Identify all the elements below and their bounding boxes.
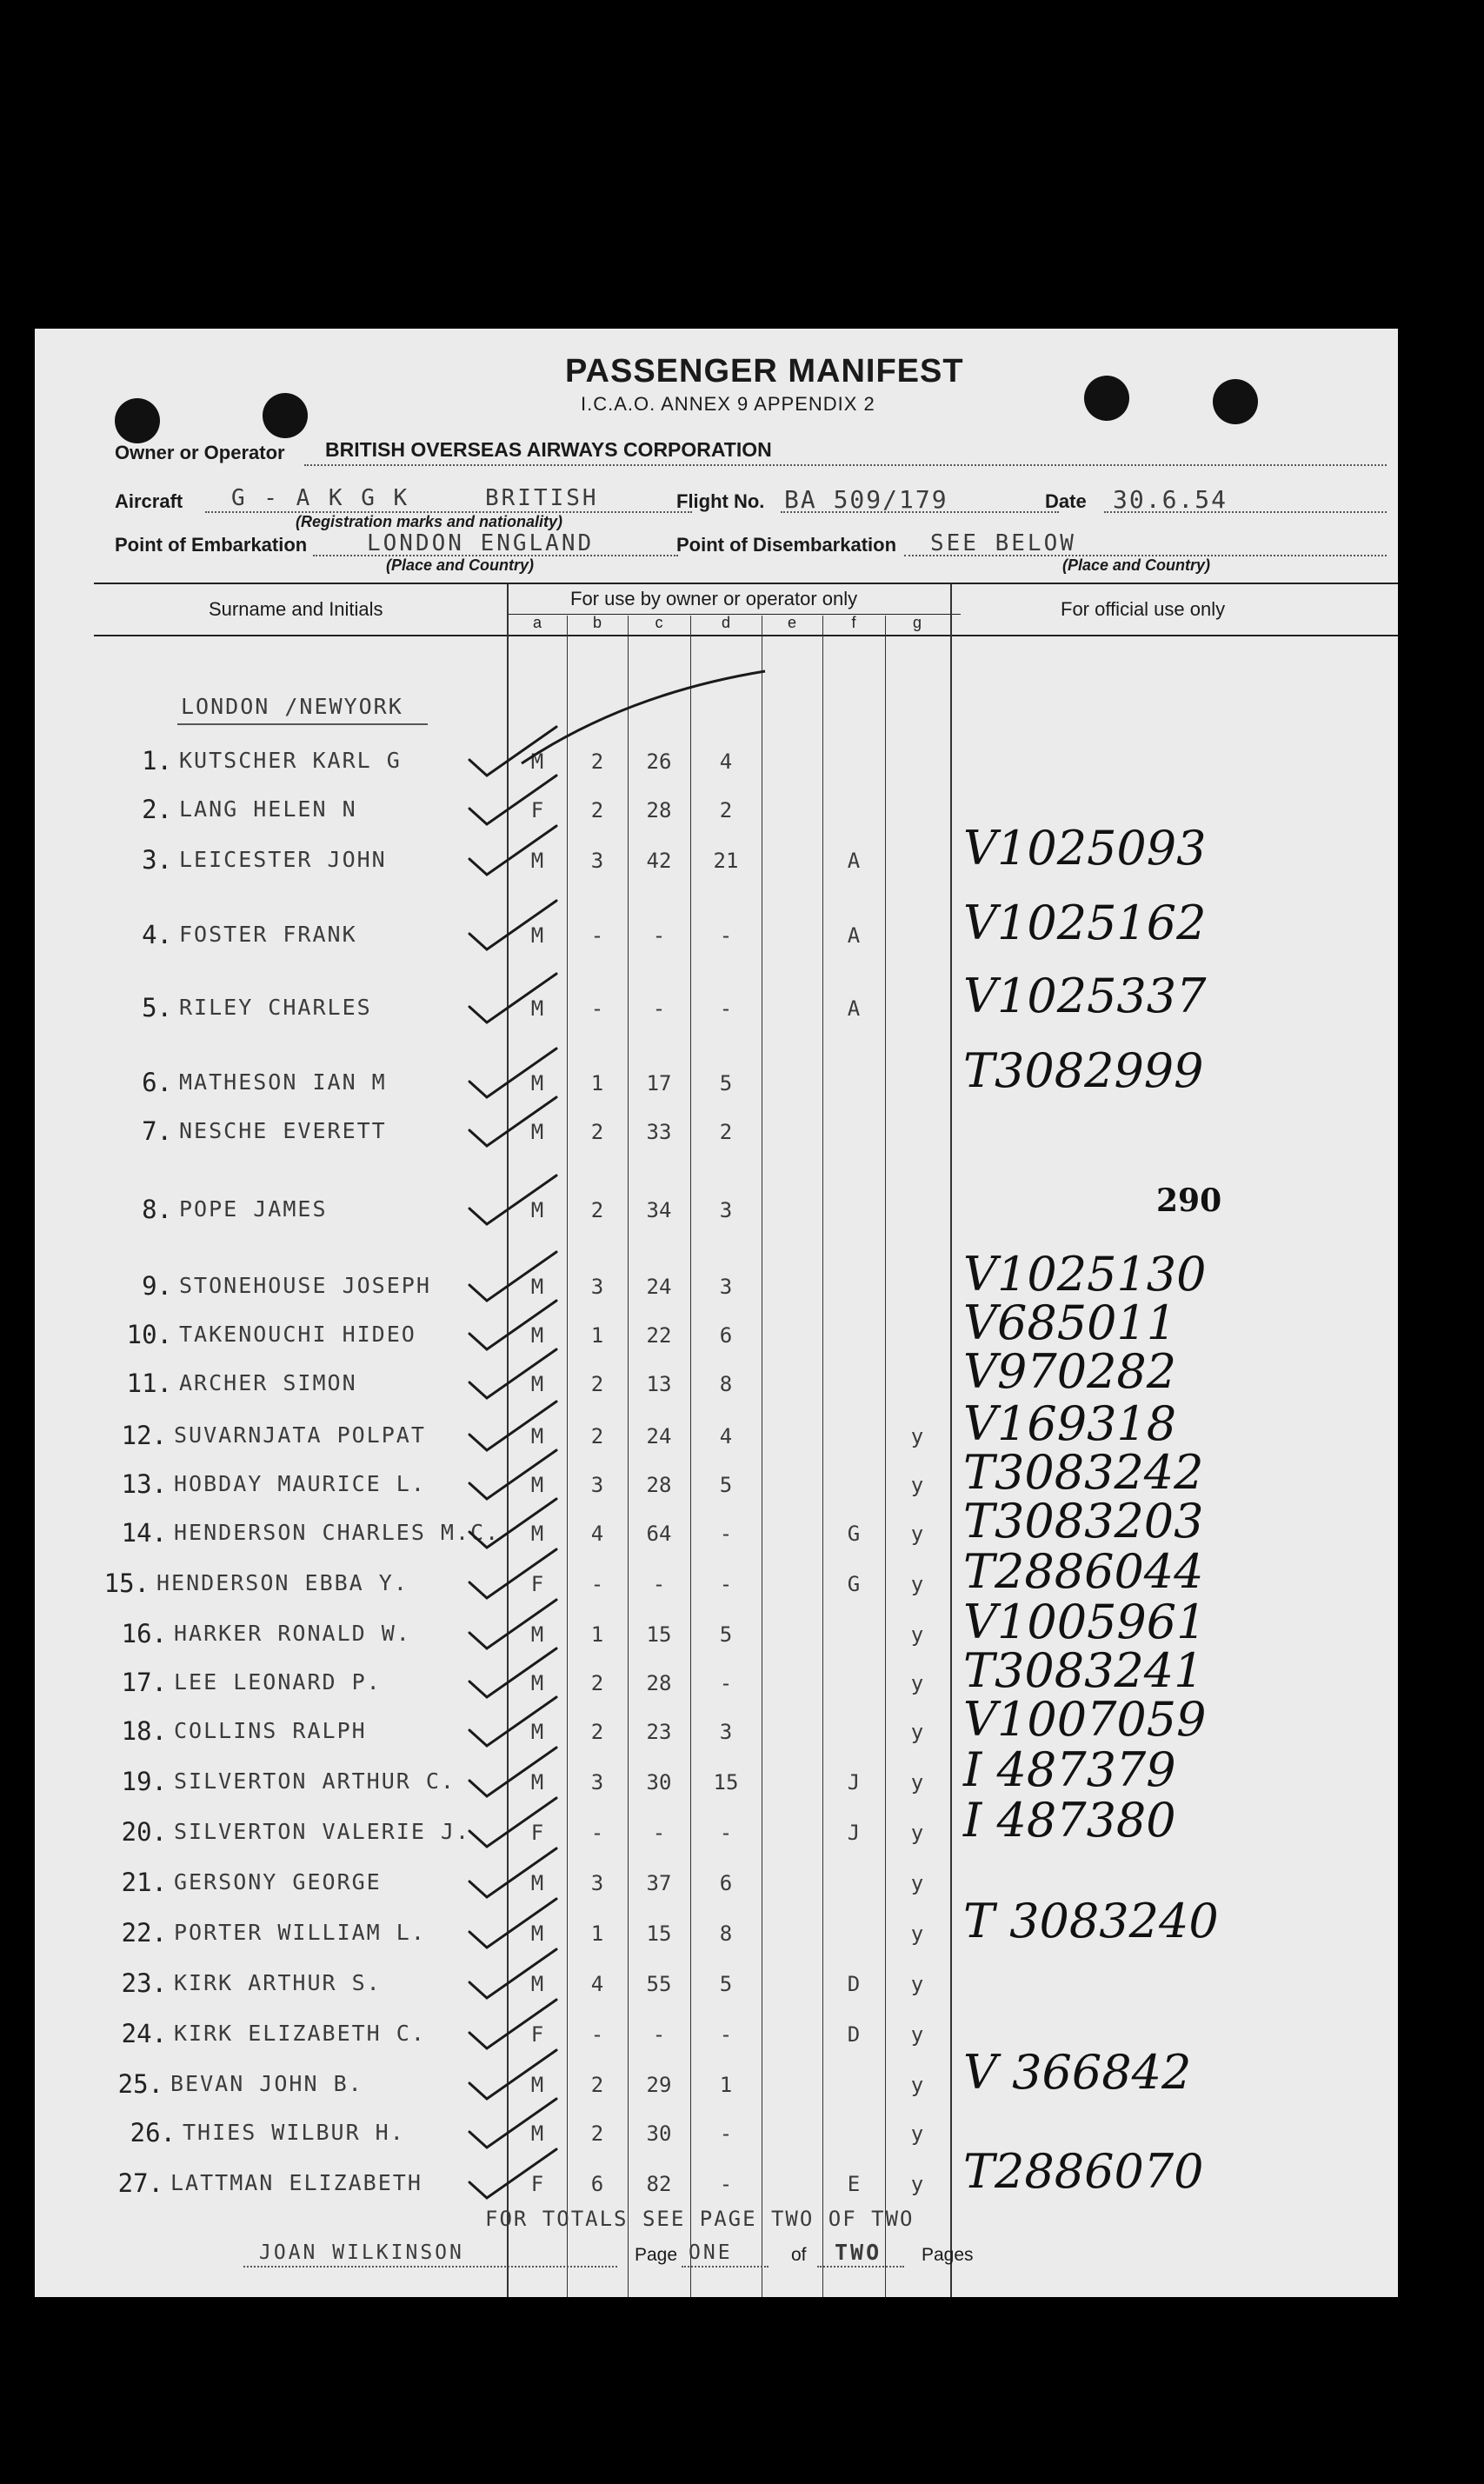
cell-d: - <box>719 1671 733 1695</box>
tick-mark <box>469 1301 556 1349</box>
tick-mark <box>469 1798 556 1847</box>
cell-f: G <box>847 1522 861 1546</box>
prepared-by: JOAN WILKINSON <box>259 2241 464 2264</box>
cell-b: 2 <box>590 2121 604 2146</box>
cell-b: 2 <box>590 2073 604 2097</box>
passenger-name: PORTER WILLIAM L. <box>174 1920 426 1945</box>
passenger-name: KIRK ARTHUR S. <box>174 1970 382 1995</box>
cell-b: 2 <box>590 1372 604 1396</box>
cell-a: M <box>530 2121 544 2146</box>
cell-a: M <box>530 1323 544 1348</box>
cell-b: 2 <box>590 749 604 774</box>
col-surname-header: Surname and Initials <box>209 598 383 620</box>
cell-d: 8 <box>719 1921 733 1946</box>
cell-c: - <box>652 996 666 1021</box>
cell-g: y <box>910 1871 924 1895</box>
official-use-number: V970282 <box>963 1344 1177 1399</box>
passenger-name: STONEHOUSE JOSEPH <box>179 1273 431 1298</box>
cell-b: 2 <box>590 798 604 822</box>
cell-g: y <box>910 2172 924 2196</box>
cell-b: - <box>590 1821 604 1845</box>
cell-d: 21 <box>713 849 739 873</box>
cell-a: F <box>530 798 544 822</box>
cell-a: M <box>530 1424 544 1448</box>
section-heading: LONDON /NEWYORK <box>181 694 403 719</box>
official-use-number: V 366842 <box>963 2045 1192 2100</box>
manifest-title: PASSENGER MANIFEST <box>565 353 964 390</box>
official-use-number: T2886044 <box>963 1544 1204 1599</box>
official-use-number: T3082999 <box>963 1043 1204 1098</box>
passenger-name: ARCHER SIMON <box>179 1370 357 1395</box>
cell-a: F <box>530 2172 544 2196</box>
tick-mark <box>469 1402 556 1450</box>
cell-d: 5 <box>719 1972 733 1996</box>
passenger-name: HENDERSON CHARLES M.C. <box>174 1520 501 1545</box>
subcol-label: b <box>592 614 602 631</box>
cell-f: J <box>847 1770 861 1795</box>
tick-mark <box>469 2050 556 2099</box>
date-value: 30.6.54 <box>1113 485 1228 514</box>
passenger-name: FOSTER FRANK <box>179 922 357 947</box>
tick-mark <box>469 1848 556 1897</box>
row-number: 3. <box>142 845 172 875</box>
pen-stroke <box>522 671 765 763</box>
cell-f: A <box>847 923 861 948</box>
tick-mark <box>469 826 556 875</box>
cell-g: y <box>910 1622 924 1647</box>
row-number: 17. <box>121 1668 167 1697</box>
passenger-name: HOBDAY MAURICE L. <box>174 1471 426 1496</box>
cell-c: 30 <box>646 1770 672 1795</box>
cell-a: M <box>530 1671 544 1695</box>
tick-mark <box>469 1499 556 1548</box>
row-number: 4. <box>142 920 172 949</box>
cell-c: 17 <box>646 1071 672 1095</box>
passenger-name: COLLINS RALPH <box>174 1718 367 1743</box>
subcol-label: e <box>787 614 796 631</box>
cell-c: 28 <box>646 1671 672 1695</box>
passenger-name: TAKENOUCHI HIDEO <box>179 1322 416 1347</box>
row-number: 18. <box>121 1716 167 1746</box>
cell-d: 6 <box>719 1323 733 1348</box>
tick-mark <box>469 727 556 776</box>
cell-g: y <box>910 1522 924 1546</box>
cell-b: 2 <box>590 1424 604 1448</box>
row-number: 16. <box>121 1619 167 1648</box>
cell-g: y <box>910 2022 924 2047</box>
cell-b: 2 <box>590 1671 604 1695</box>
tick-mark <box>469 776 556 824</box>
passenger-name: KUTSCHER KARL G <box>179 748 402 773</box>
cell-f: J <box>847 1821 861 1845</box>
passenger-name: KIRK ELIZABETH C. <box>174 2021 426 2046</box>
tick-marks <box>35 329 1398 2297</box>
cell-d: - <box>719 2121 733 2146</box>
cell-a: M <box>530 1473 544 1497</box>
row-number: 14. <box>121 1518 167 1548</box>
cell-d: 6 <box>719 1871 733 1895</box>
cell-c: - <box>652 1821 666 1845</box>
cell-b: 1 <box>590 1071 604 1095</box>
aircraft-value: G - A K G K <box>231 485 410 511</box>
cell-b: 3 <box>590 1871 604 1895</box>
cell-c: 34 <box>646 1198 672 1222</box>
cell-c: 29 <box>646 2073 672 2097</box>
cell-c: 13 <box>646 1372 672 1396</box>
cell-a: M <box>530 1871 544 1895</box>
row-number: 10. <box>126 1320 172 1349</box>
row-number: 21. <box>121 1868 167 1897</box>
official-use-number: V1025130 <box>963 1247 1207 1302</box>
tick-mark <box>469 901 556 949</box>
cell-b: - <box>590 1572 604 1596</box>
official-use-number: T3083241 <box>963 1643 1204 1698</box>
cell-d: - <box>719 2172 733 2196</box>
cell-g: y <box>910 1572 924 1596</box>
passenger-name: NESCHE EVERETT <box>179 1118 387 1143</box>
tick-mark <box>469 1097 556 1146</box>
manifest-subtitle: I.C.A.O. ANNEX 9 APPENDIX 2 <box>581 393 875 415</box>
cell-c: 64 <box>646 1522 672 1546</box>
cell-c: - <box>652 1572 666 1596</box>
cell-c: - <box>652 923 666 948</box>
cell-a: M <box>530 749 544 774</box>
date-label: Date <box>1045 490 1087 512</box>
pages-label: Pages <box>922 2245 974 2265</box>
cell-a: M <box>530 1921 544 1946</box>
row-number: 1. <box>142 746 172 776</box>
subcol-label: d <box>721 614 730 631</box>
cell-b: 2 <box>590 1720 604 1744</box>
row-number: 12. <box>121 1421 167 1450</box>
passenger-name: LANG HELEN N <box>179 796 357 822</box>
embark-note: (Place and Country) <box>386 556 535 574</box>
cell-a: M <box>530 1275 544 1299</box>
cell-b: 2 <box>590 1198 604 1222</box>
tick-mark <box>469 1252 556 1301</box>
row-number: 19. <box>121 1767 167 1796</box>
cell-g: y <box>910 2073 924 2097</box>
page-label: Page <box>635 2245 678 2265</box>
cell-d: - <box>719 996 733 1021</box>
tick-mark <box>469 2000 556 2048</box>
subcol-label: c <box>655 614 663 631</box>
disembark-note: (Place and Country) <box>1062 556 1211 574</box>
totals-note: FOR TOTALS SEE PAGE TWO OF TWO <box>485 2207 915 2231</box>
cell-d: - <box>719 1821 733 1845</box>
owner-value: BRITISH OVERSEAS AIRWAYS CORPORATION <box>325 438 772 461</box>
embark-label: Point of Embarkation <box>115 534 308 556</box>
tick-mark <box>469 1949 556 1998</box>
cell-a: M <box>530 1770 544 1795</box>
of-label: of <box>791 2245 807 2265</box>
cell-b: 3 <box>590 1770 604 1795</box>
cell-a: F <box>530 1821 544 1845</box>
tick-mark <box>469 1175 556 1224</box>
flight-value: BA 509/179 <box>784 485 948 514</box>
cell-b: 4 <box>590 1522 604 1546</box>
passenger-name: LEICESTER JOHN <box>179 847 387 872</box>
cell-b: 2 <box>590 1120 604 1144</box>
official-use-number: V1005961 <box>963 1595 1207 1649</box>
row-number: 13. <box>121 1469 167 1499</box>
passenger-name: MATHESON IAN M <box>179 1069 387 1095</box>
cell-b: 1 <box>590 1323 604 1348</box>
row-number: 15. <box>103 1568 150 1598</box>
cell-f: D <box>847 1972 861 1996</box>
cell-c: 24 <box>646 1424 672 1448</box>
registration-note: (Registration marks and nationality) <box>296 513 563 530</box>
cell-b: - <box>590 996 604 1021</box>
flight-label: Flight No. <box>676 490 765 512</box>
cell-a: M <box>530 1372 544 1396</box>
cell-f: G <box>847 1572 861 1596</box>
cell-d: - <box>719 923 733 948</box>
embark-value: LONDON ENGLAND <box>367 530 595 556</box>
cell-d: - <box>719 2022 733 2047</box>
passenger-name: RILEY CHARLES <box>179 995 372 1020</box>
cell-a: M <box>530 923 544 948</box>
cell-a: M <box>530 1622 544 1647</box>
row-number: 2. <box>142 795 172 824</box>
cell-b: - <box>590 2022 604 2047</box>
passenger-name: GERSONY GEORGE <box>174 1869 382 1895</box>
tick-mark <box>469 2099 556 2148</box>
cell-c: 28 <box>646 798 672 822</box>
stamp-number: 290 <box>1156 1182 1222 1219</box>
cell-b: - <box>590 923 604 948</box>
cell-d: 4 <box>719 749 733 774</box>
cell-d: - <box>719 1522 733 1546</box>
tick-mark <box>469 1648 556 1697</box>
cell-d: 2 <box>719 798 733 822</box>
cell-g: y <box>910 1720 924 1744</box>
official-use-number: V1025162 <box>963 896 1207 950</box>
disembark-value: SEE BELOW <box>930 530 1076 556</box>
row-number: 8. <box>142 1195 172 1224</box>
passenger-name: SILVERTON VALERIE J. <box>174 1819 471 1844</box>
cell-c: 24 <box>646 1275 672 1299</box>
row-number: 26. <box>130 2118 176 2148</box>
official-use-number: T 3083240 <box>963 1894 1219 1948</box>
cell-a: M <box>530 1198 544 1222</box>
row-number: 23. <box>121 1968 167 1998</box>
cell-b: 3 <box>590 1473 604 1497</box>
cell-c: 15 <box>646 1921 672 1946</box>
official-use-number: V1025093 <box>963 821 1207 876</box>
of-value: TWO <box>835 2240 882 2265</box>
cell-d: - <box>719 1572 733 1596</box>
passenger-name: SILVERTON ARTHUR C. <box>174 1768 456 1794</box>
official-use-number: I 487379 <box>963 1742 1176 1797</box>
row-number: 22. <box>121 1918 167 1948</box>
cell-c: 15 <box>646 1622 672 1647</box>
cell-g: y <box>910 1424 924 1448</box>
cell-b: 3 <box>590 1275 604 1299</box>
passenger-name: POPE JAMES <box>179 1196 328 1222</box>
cell-c: 26 <box>646 749 672 774</box>
official-use-number: I 487380 <box>963 1793 1176 1848</box>
tick-mark <box>469 1600 556 1648</box>
cell-d: 5 <box>719 1622 733 1647</box>
cell-d: 4 <box>719 1424 733 1448</box>
subcol-label: f <box>851 614 856 631</box>
cell-b: 1 <box>590 1921 604 1946</box>
row-number: 7. <box>142 1116 172 1146</box>
tick-mark <box>469 1697 556 1746</box>
official-use-number: T3083242 <box>963 1445 1204 1500</box>
row-number: 27. <box>117 2168 163 2198</box>
cell-g: y <box>910 1671 924 1695</box>
cell-c: - <box>652 2022 666 2047</box>
official-use-number: V169318 <box>963 1396 1177 1451</box>
row-number: 24. <box>121 2019 167 2048</box>
tick-mark <box>469 974 556 1022</box>
tick-mark <box>469 1049 556 1097</box>
row-number: 9. <box>142 1271 172 1301</box>
cell-d: 15 <box>713 1770 739 1795</box>
passenger-name: HENDERSON EBBA Y. <box>156 1570 409 1595</box>
row-number: 6. <box>142 1068 172 1097</box>
row-number: 11. <box>126 1369 172 1398</box>
official-use-number: T3083203 <box>963 1494 1204 1548</box>
cell-b: 6 <box>590 2172 604 2196</box>
cell-b: 3 <box>590 849 604 873</box>
official-use-number: V685011 <box>963 1295 1177 1350</box>
cell-a: M <box>530 849 544 873</box>
cell-d: 3 <box>719 1198 733 1222</box>
cell-c: 33 <box>646 1120 672 1144</box>
cell-a: M <box>530 996 544 1021</box>
page-value: ONE <box>689 2241 733 2264</box>
tick-mark <box>469 2149 556 2198</box>
passenger-name: LATTMAN ELIZABETH <box>170 2170 423 2195</box>
cell-d: 3 <box>719 1275 733 1299</box>
cell-d: 8 <box>719 1372 733 1396</box>
tick-mark <box>469 1899 556 1948</box>
official-use-number: T2886070 <box>963 2144 1204 2199</box>
cell-d: 5 <box>719 1071 733 1095</box>
cell-g: y <box>910 1972 924 1996</box>
cell-a: M <box>530 1522 544 1546</box>
row-number: 20. <box>121 1817 167 1847</box>
tick-mark <box>469 1450 556 1499</box>
cell-c: 42 <box>646 849 672 873</box>
cell-f: A <box>847 849 861 873</box>
tick-mark <box>469 1549 556 1598</box>
disembark-label: Point of Disembarkation <box>676 534 897 556</box>
owner-label: Owner or Operator <box>115 442 285 463</box>
cell-c: 37 <box>646 1871 672 1895</box>
passenger-name: HARKER RONALD W. <box>174 1621 411 1646</box>
cell-a: M <box>530 1071 544 1095</box>
cell-c: 30 <box>646 2121 672 2146</box>
manifest-sheet <box>35 329 1398 2297</box>
cell-f: E <box>847 2172 861 2196</box>
cell-a: F <box>530 2022 544 2047</box>
cell-b: 1 <box>590 1622 604 1647</box>
cell-c: 55 <box>646 1972 672 1996</box>
cell-g: y <box>910 1473 924 1497</box>
official-use-number: V1007059 <box>963 1692 1207 1747</box>
cell-c: 82 <box>646 2172 672 2196</box>
nationality-value: BRITISH <box>485 485 599 511</box>
passenger-name: BEVAN JOHN B. <box>170 2071 363 2096</box>
official-use-number: V1025337 <box>963 969 1207 1023</box>
subcol-label: a <box>532 614 542 631</box>
tick-mark <box>469 1349 556 1398</box>
row-number: 25. <box>117 2069 163 2099</box>
col-owner-use-header: For use by owner or operator only <box>570 588 858 609</box>
cell-d: 2 <box>719 1120 733 1144</box>
cell-c: 23 <box>646 1720 672 1744</box>
cell-b: 4 <box>590 1972 604 1996</box>
cell-g: y <box>910 1921 924 1946</box>
cell-f: D <box>847 2022 861 2047</box>
cell-d: 1 <box>719 2073 733 2097</box>
cell-a: M <box>530 1720 544 1744</box>
cell-g: y <box>910 1770 924 1795</box>
tick-mark <box>469 1748 556 1796</box>
cell-a: M <box>530 1972 544 1996</box>
cell-d: 5 <box>719 1473 733 1497</box>
aircraft-label: Aircraft <box>115 490 183 512</box>
passenger-name: LEE LEONARD P. <box>174 1669 382 1695</box>
passenger-name: THIES WILBUR H. <box>183 2120 405 2145</box>
cell-c: 22 <box>646 1323 672 1348</box>
row-number: 5. <box>142 993 172 1022</box>
cell-g: y <box>910 2121 924 2146</box>
cell-g: y <box>910 1821 924 1845</box>
cell-f: A <box>847 996 861 1021</box>
cell-a: F <box>530 1572 544 1596</box>
cell-a: M <box>530 2073 544 2097</box>
cell-d: 3 <box>719 1720 733 1744</box>
cell-a: M <box>530 1120 544 1144</box>
cell-c: 28 <box>646 1473 672 1497</box>
col-official-header: For official use only <box>1061 598 1226 620</box>
passenger-name: SUVARNJATA POLPAT <box>174 1422 426 1448</box>
subcol-label: g <box>912 614 922 631</box>
